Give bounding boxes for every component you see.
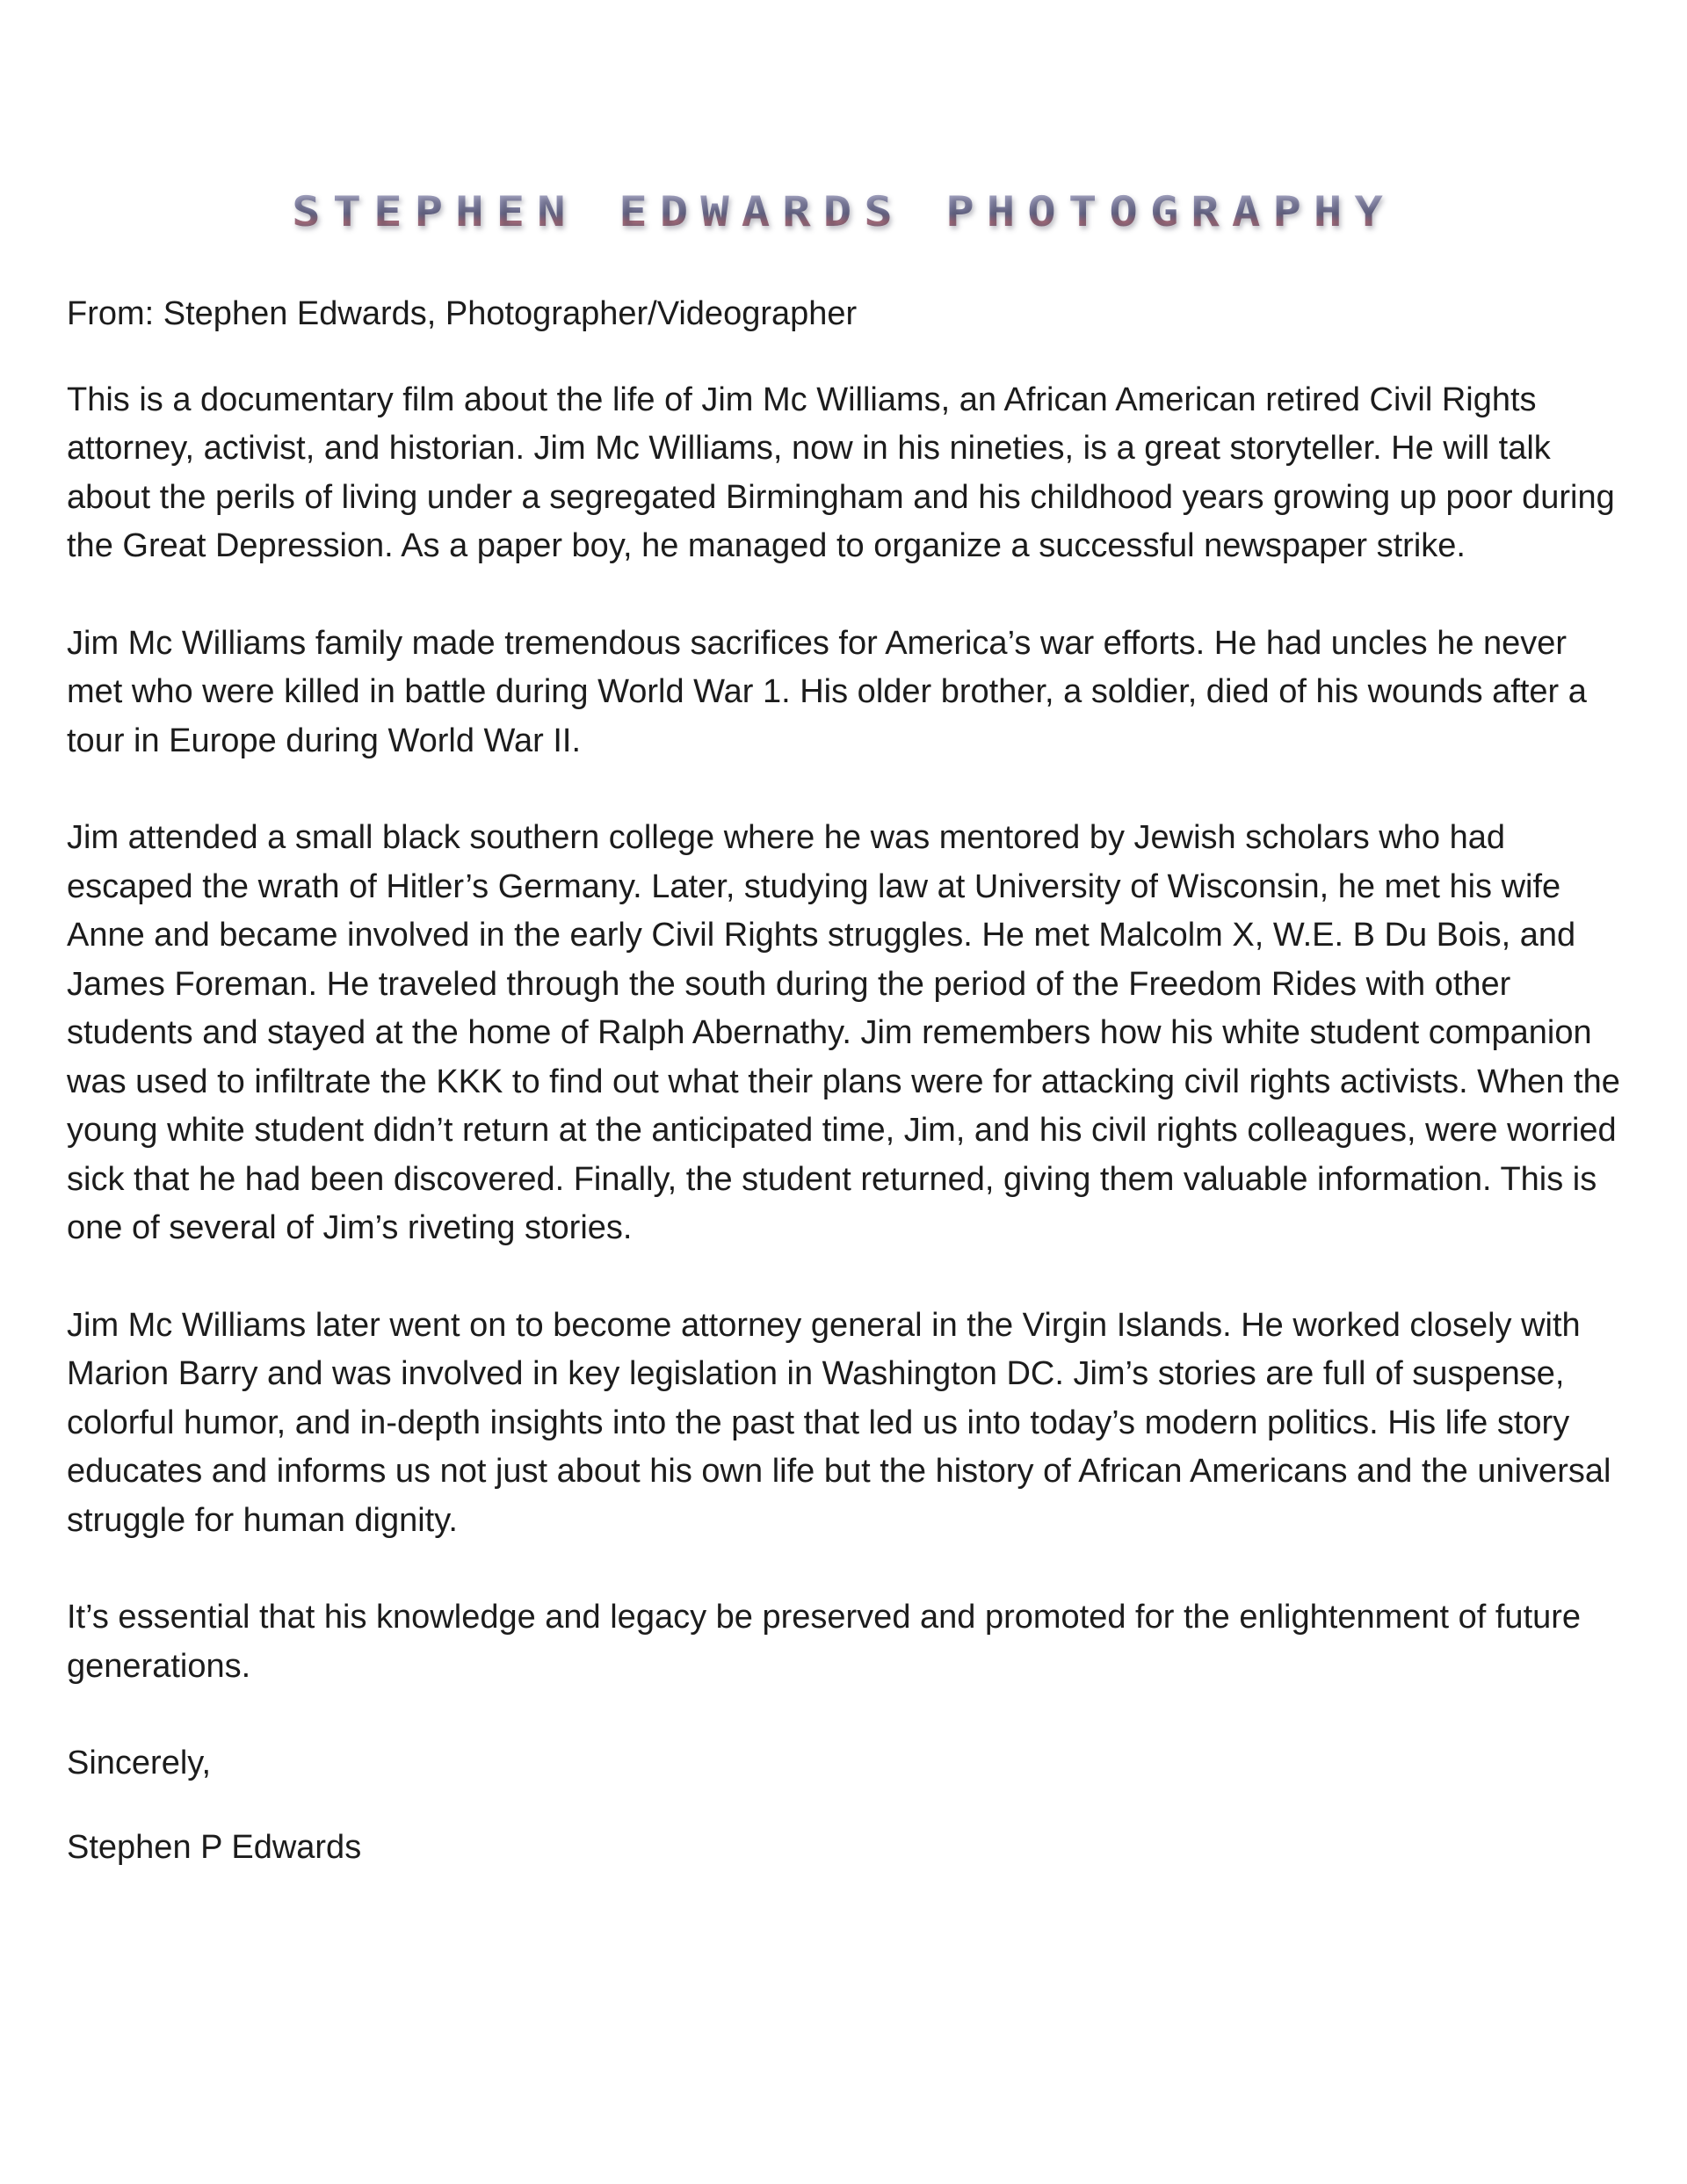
from-line: From: Stephen Edwards, Photographer/Videographer [67,295,858,332]
paragraph-family: Jim Mc Williams family made tremendous sacrifices for America’s war efforts. He had uncles he never met who were killed in battle during World War 1. His older brother, a soldier, died of his wounds after a tour in Europe during World War II. [67,624,1587,759]
signature: Stephen P Edwards [67,1828,362,1866]
letterhead-logo: STEPHEN EDWARDS PHOTOGRAPHY [292,186,1395,236]
paragraph-legacy: It’s essential that his knowledge and legacy be preserved and promoted for the enlightenment of future generations. [67,1599,1582,1685]
paragraph-college: Jim attended a small black southern college where he was mentored by Jewish scholars who had escaped the wrath of Hitler’s Germany. Later, studying law at University of Wisconsin, he met his wife Anne and became involved in the early Civil Rights struggles. He met Malcolm X, W.E. B Du Bois, and James Foreman. He traveled through the south during the period of the Freedom Rides with other students and stayed at the home of Ralph Abernathy. Jim remembers how his white student companion was used to infiltrate the KKK to find out what their plans were for attacking civil rights activists. When the young white student didn’t return at the anticipated time, Jim, and his civil rights colleagues, were worried sick that he had been discovered. Finally, the student returned, giving them valuable information. This is one of several of Jim’s riveting stories. [67,819,1620,1246]
closing: Sincerely, [67,1745,212,1781]
letter-body [67,290,1631,1920]
paragraph-career: Jim Mc Williams later went on to become attorney general in the Virgin Islands. He worked closely with Marion Barry and was involved in key legislation in Washington DC. Jim’s stories are full of suspense, colorful humor, and in-depth insights into the past that led us into today’s modern politics. His life story educates and informs us not just about his own life but the history of African Americans and the universal struggle for human dignity. [67,1306,1611,1539]
paragraph-intro: This is a documentary film about the life of Jim Mc Williams, an African American retired Civil Rights attorney, activist, and historian. Jim Mc Williams, now in his nineties, is a great storyteller. He will talk about the perils of living under a segregated Birmingham and his childhood years growing up poor during the Great Depression. As a paper boy, he managed to organize a successful newspaper strike. [67,381,1615,564]
letterhead [292,167,1395,255]
